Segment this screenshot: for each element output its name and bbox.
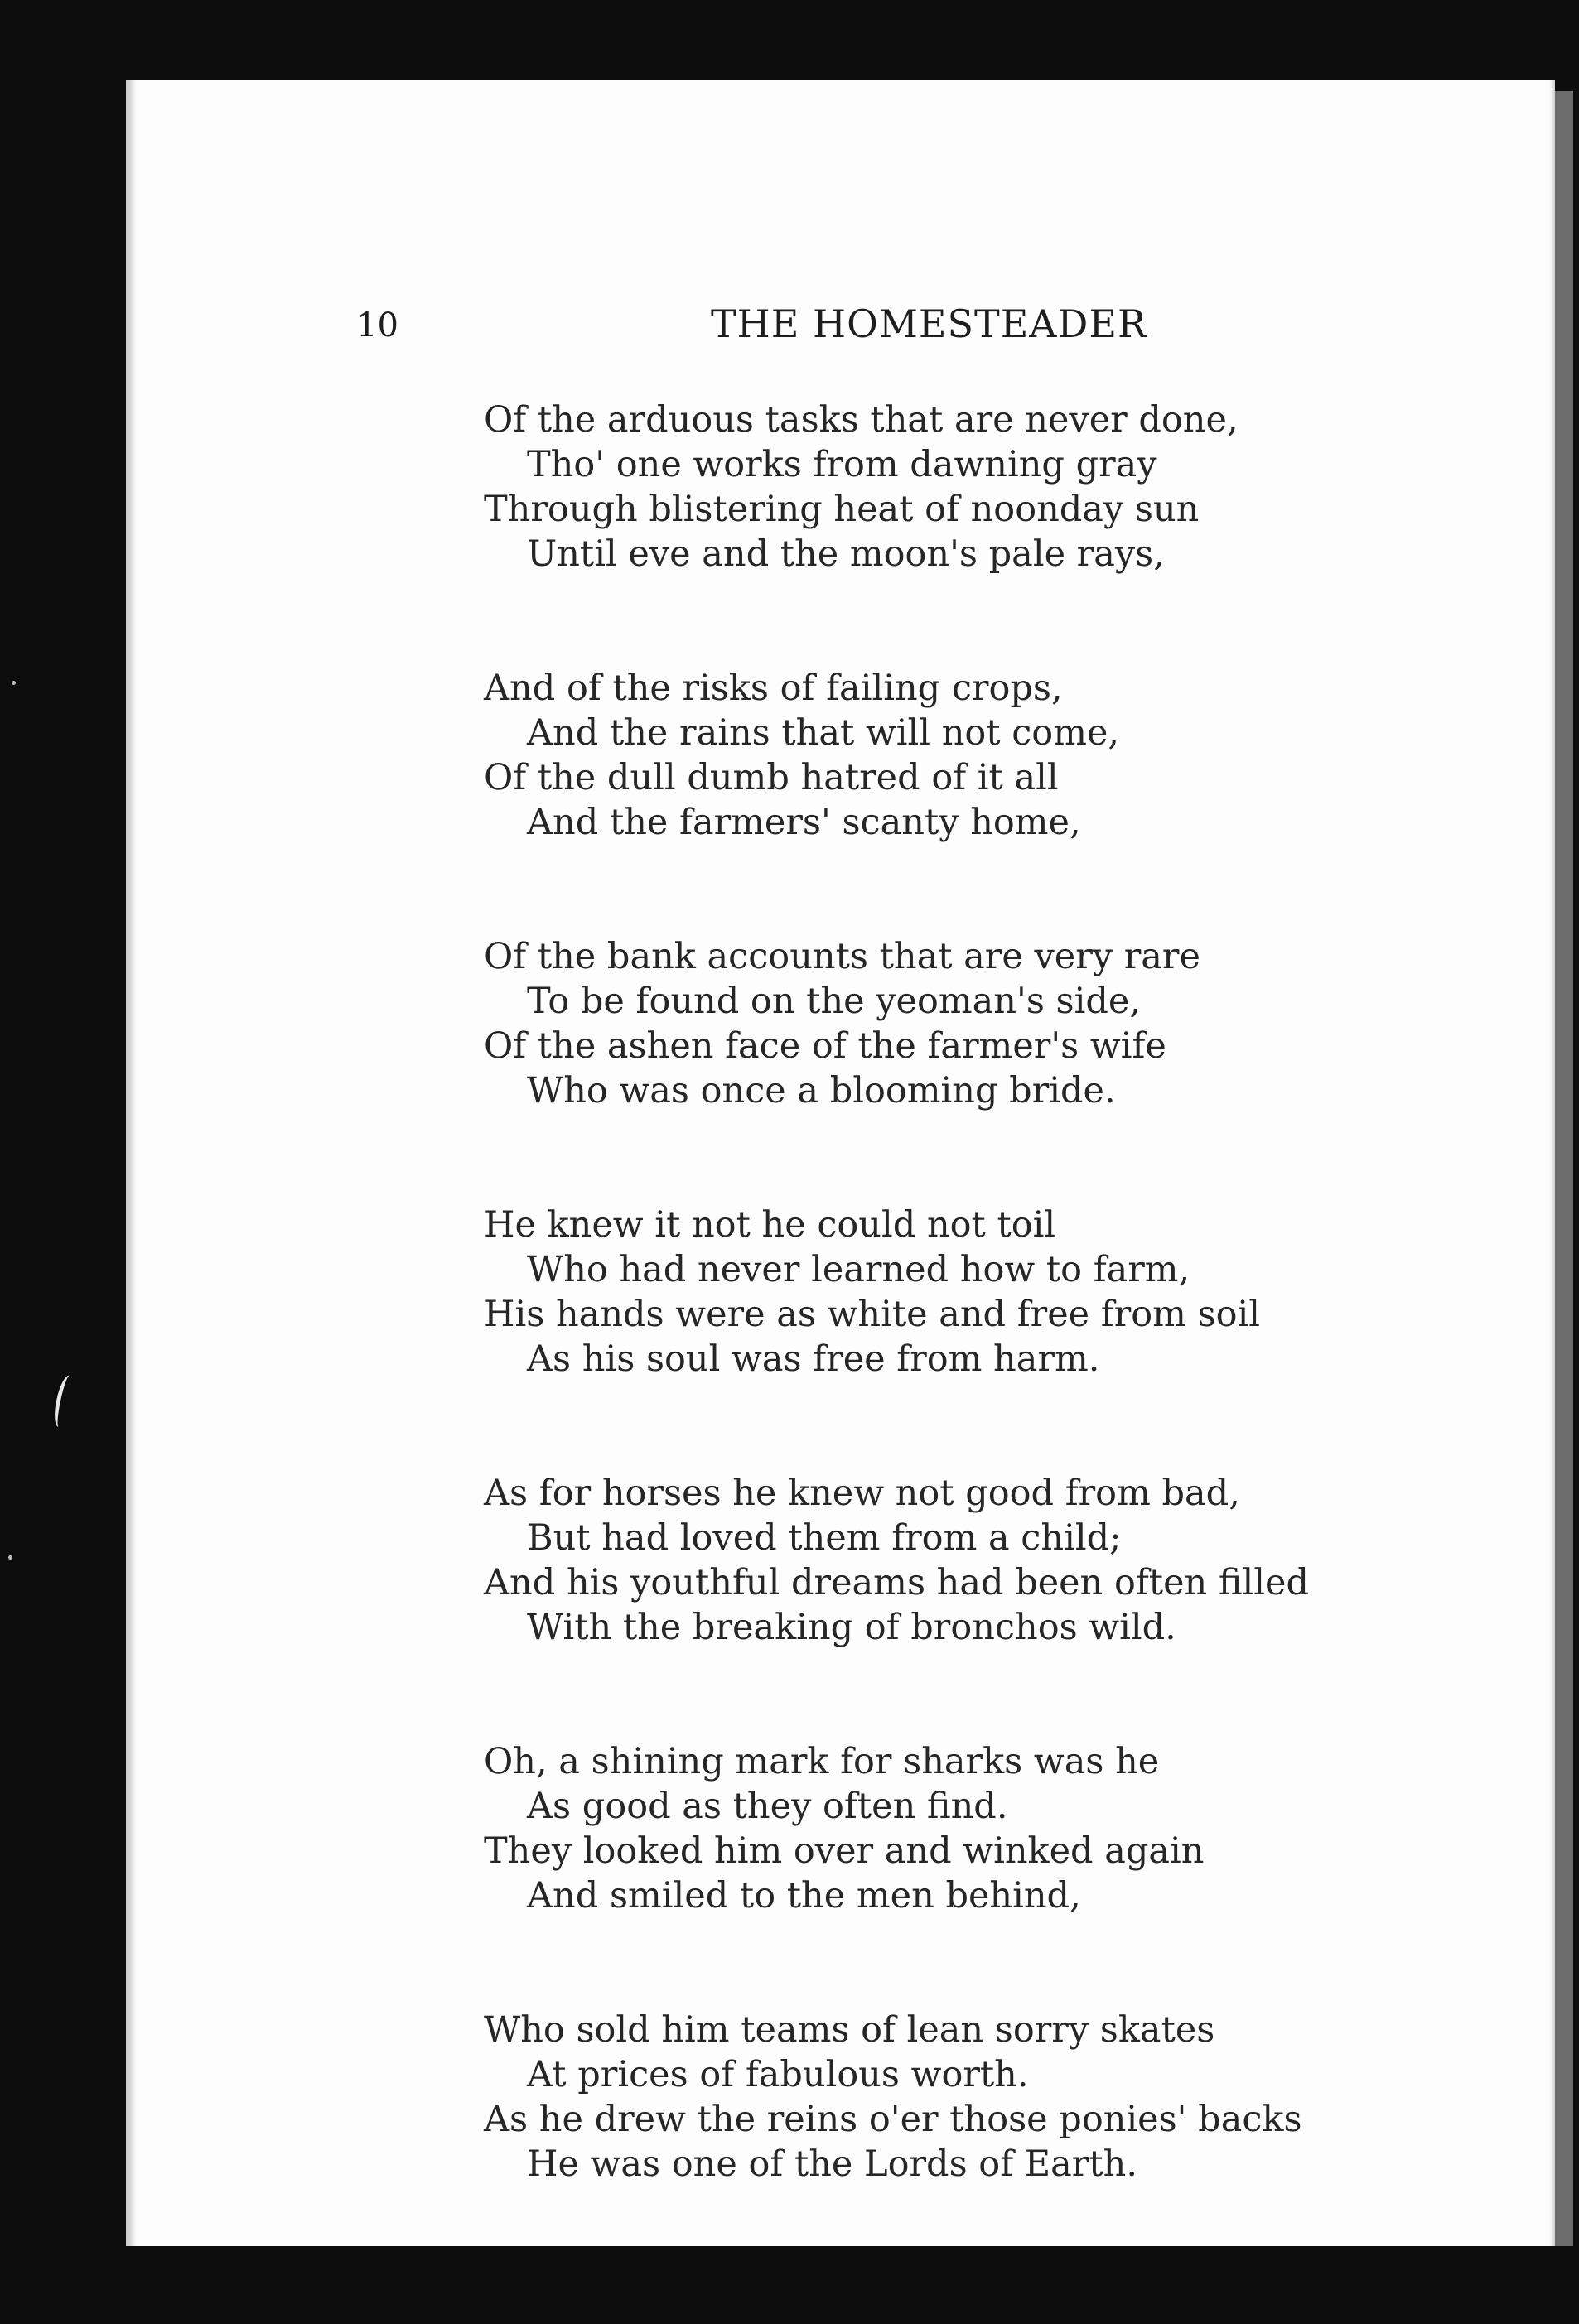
poem-line: As for horses he knew not good from bad, [484,1473,1240,1514]
poem-line: And smiled to the men behind, [527,1875,1081,1917]
poem-line: Of the ashen face of the farmer's wife [484,1025,1166,1067]
poem-line: Of the arduous tasks that are never done, [484,399,1239,441]
page-edge [1555,91,1573,2246]
poem-line: To be found on the yeoman's side, [527,981,1142,1022]
poem-line: And of the risks of failing crops, [484,668,1063,709]
stanza [484,1203,1511,1381]
poem-line: And the farmers' scanty home, [527,802,1081,843]
poem-line: Of the bank accounts that are very rare [484,936,1200,977]
poem-line: Who had never learned how to farm, [527,1249,1190,1290]
running-head [356,297,1185,363]
poem-line: Who sold him teams of lean sorry skates [484,2009,1215,2051]
scan-speck [12,681,16,685]
poem-line: Until eve and the moon's pale rays, [527,533,1165,575]
poem-line: With the breaking of bronchos wild. [527,1607,1176,1648]
running-title: THE HOMESTEADER [711,301,1147,346]
poem-line: As he drew the reins o'er those ponies' backs [484,2099,1302,2140]
poem-line: Through blistering heat of noonday sun [484,489,1200,530]
page-number: 10 [356,306,398,345]
poem [484,398,1511,2276]
poem-line: At prices of fabulous worth. [527,2054,1029,2095]
stanza [484,398,1511,576]
poem-line: They looked him over and winked again [484,1830,1205,1872]
margin-mark [51,1374,78,1430]
poem-line: His hands were as white and free from soil [484,1294,1261,1335]
stanza [484,666,1511,845]
stanza [484,2008,1511,2187]
poem-line: And his youthful dreams had been often filled [484,1562,1310,1603]
poem-line: Who was once a blooming bride. [527,1070,1116,1111]
poem-line: As good as they often find. [527,1786,1008,1827]
poem-line: And the rains that will not come, [527,712,1120,754]
poem-line: But had loved them from a child; [527,1517,1122,1559]
poem-line: Oh, a shining mark for sharks was he [484,1741,1160,1782]
scan-speck [8,1555,12,1560]
stanza [484,934,1511,1113]
poem-line: He was one of the Lords of Earth. [527,2143,1138,2185]
poem-line: Tho' one works from dawning gray [527,444,1157,485]
stanza [484,1471,1511,1650]
poem-line: As his soul was free from harm. [527,1338,1100,1380]
poem-line: He knew it not he could not toil [484,1204,1056,1246]
poem-line: Of the dull dumb hatred of it all [484,757,1059,798]
stanza [484,1739,1511,1918]
